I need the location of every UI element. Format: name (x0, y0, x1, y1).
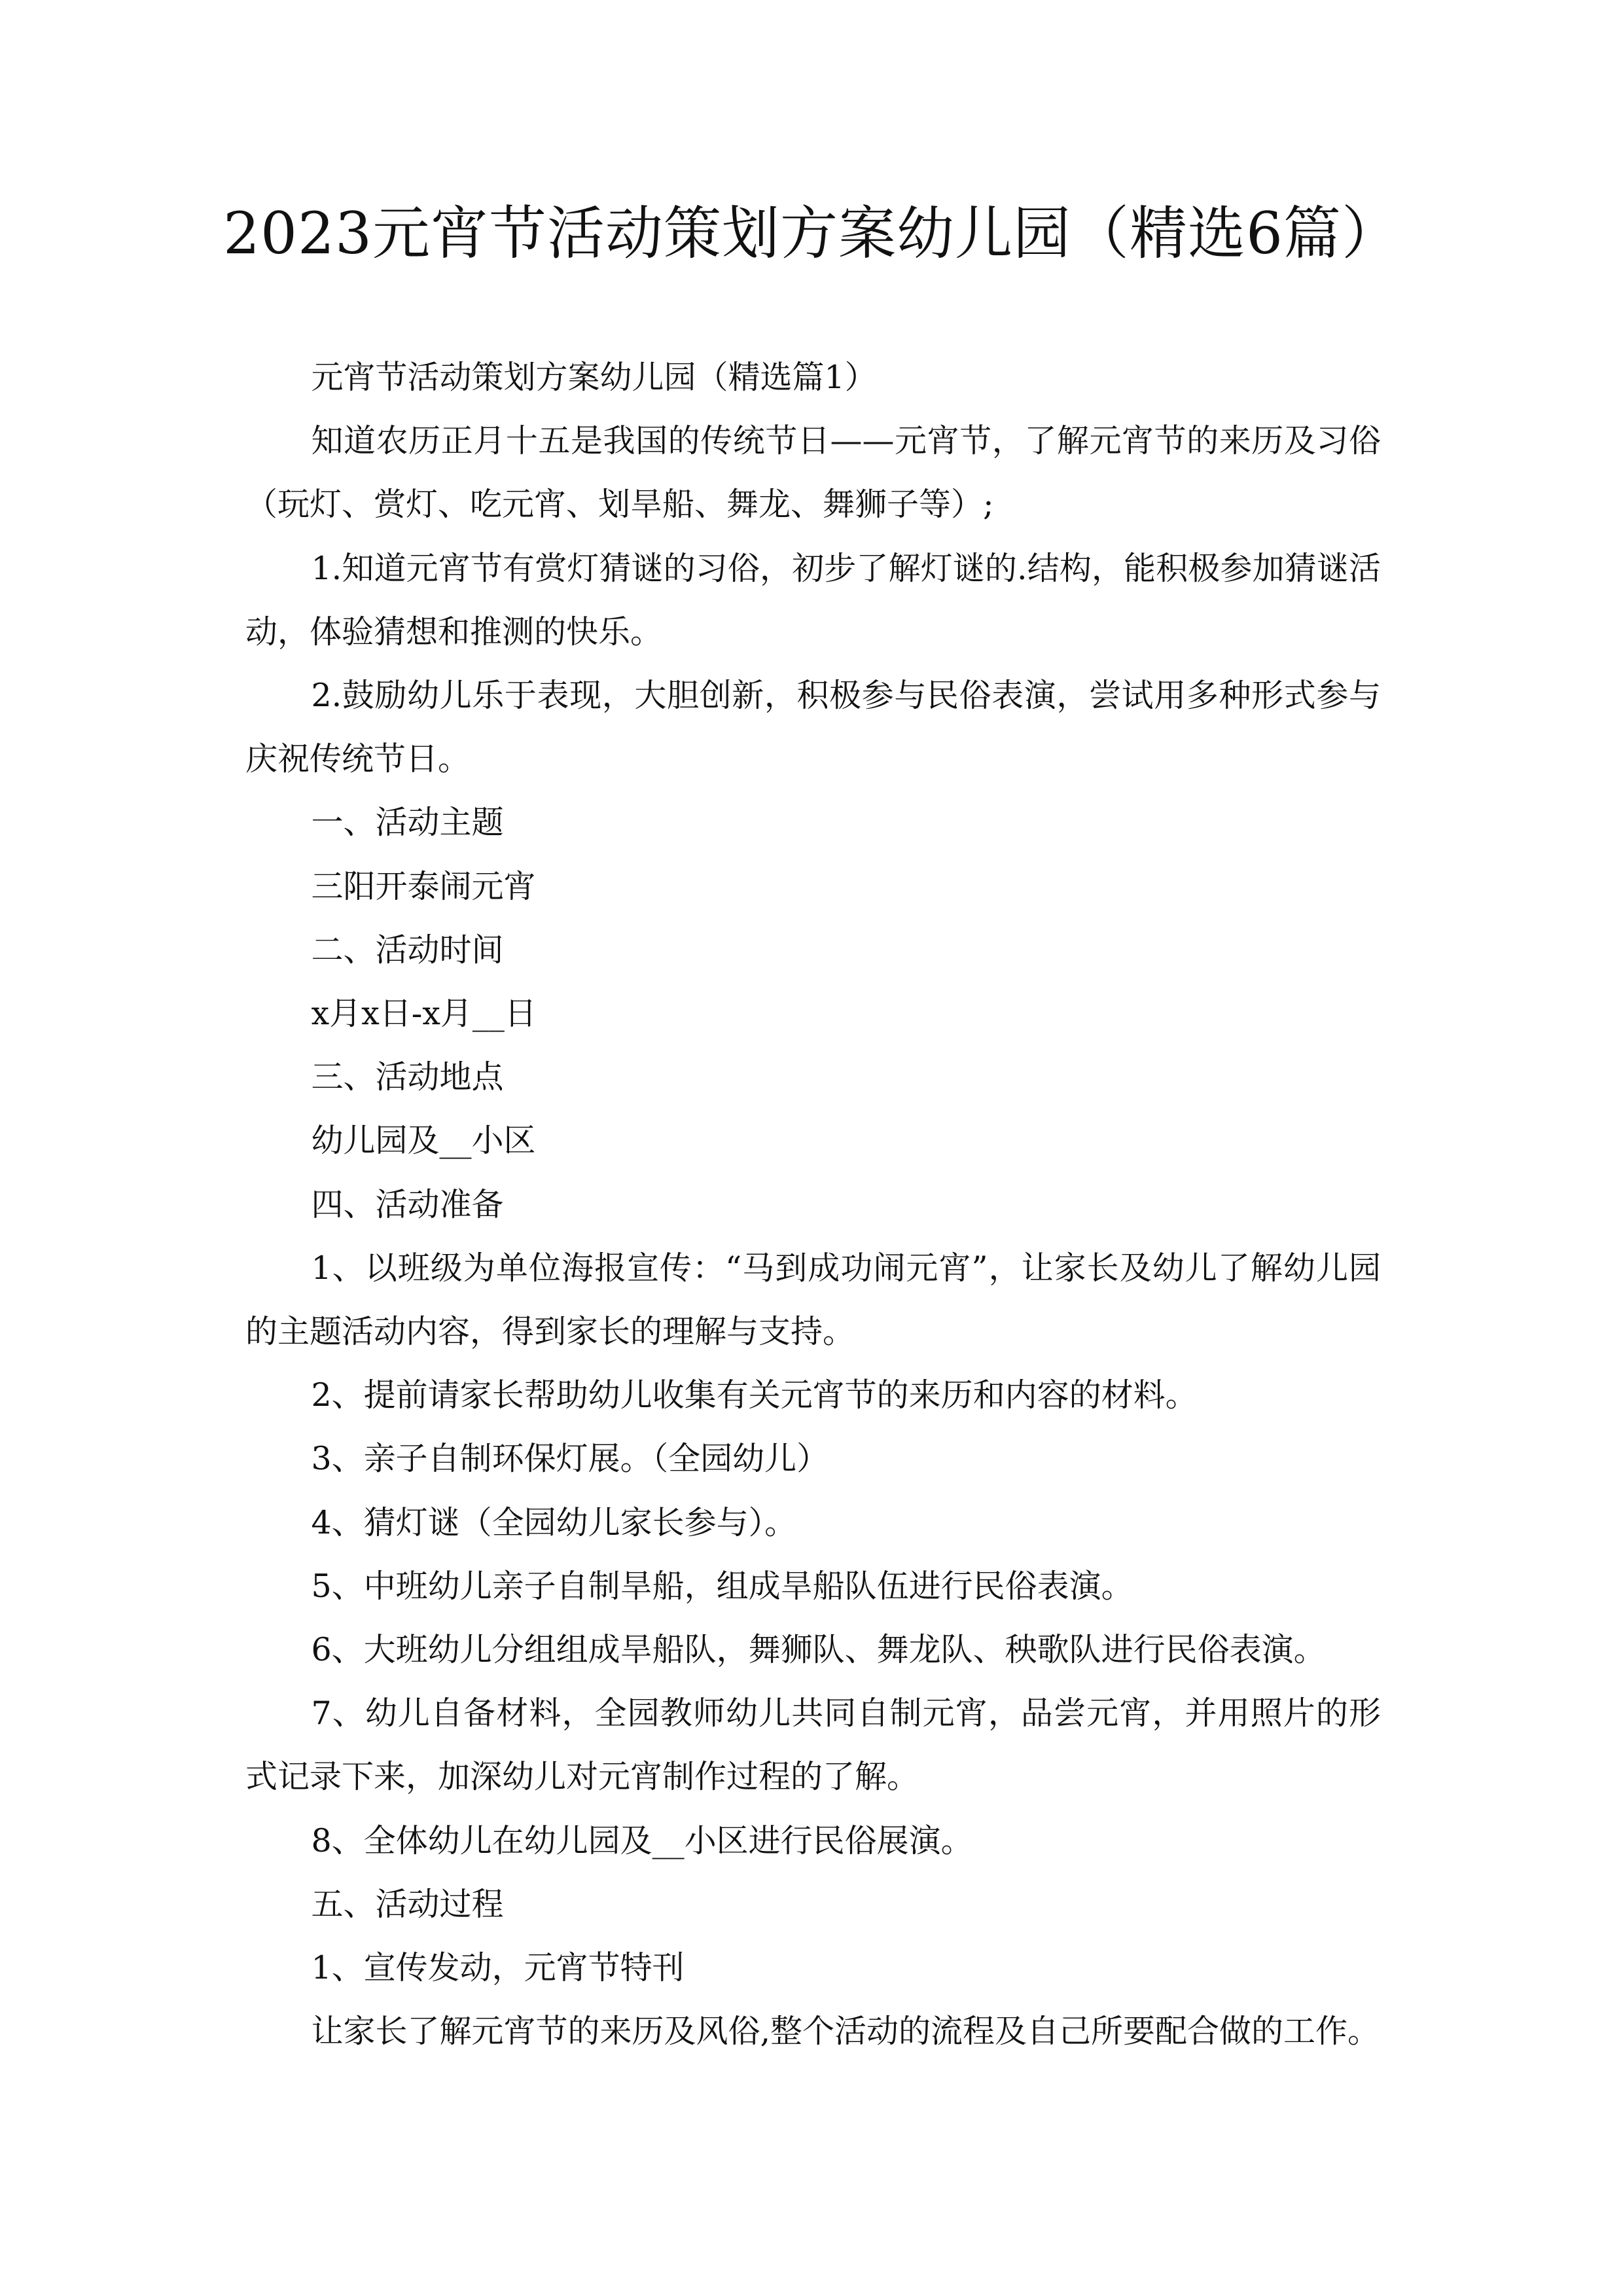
section-heading: 三、活动地点 (311, 1058, 504, 1096)
list-item: 6、大班幼儿分组组成旱船队，舞狮队、舞龙队、秧歌队进行民俗表演。 (311, 1631, 1326, 1669)
section-heading: 四、活动准备 (311, 1185, 504, 1223)
section-heading: 一、活动主题 (311, 804, 504, 842)
list-item: 1、以班级为单位海报宣传：“马到成功闹元宵”，让家长及幼儿了解幼儿园的主题活动内容，得到家长的理解与支持。 (245, 1249, 1381, 1351)
paragraph: 知道农历正月十五是我国的传统节日——元宵节，了解元宵节的来历及习俗（玩灯、赏灯、吃元宵、划旱船、舞龙、舞狮子等）; (245, 422, 1381, 524)
list-item: 4、猜灯谜（全园幼儿家长参与）。 (311, 1503, 797, 1541)
document-body (245, 346, 1381, 2063)
list-item: 2、提前请家长帮助幼儿收集有关元宵节的来历和内容的材料。 (311, 1376, 1198, 1414)
section-heading: 五、活动过程 (311, 1885, 504, 1923)
paragraph: 2.鼓励幼儿乐于表现，大胆创新，积极参与民俗表演，尝试用多种形式参与庆祝传统节日。 (245, 677, 1381, 778)
list-item: 3、亲子自制环保灯展。（全园幼儿） (311, 1440, 829, 1478)
list-item: 8、全体幼儿在幼儿园及__小区进行民俗展演。 (311, 1821, 973, 1859)
section-heading: 二、活动时间 (311, 931, 504, 969)
paragraph: x月x日-x月__日 (311, 995, 537, 1033)
document-title: 2023元宵节活动策划方案幼儿园（精选6篇） (223, 200, 1400, 267)
paragraph: 让家长了解元宵节的来历及风俗,整个活动的流程及自己所要配合做的工作。 (311, 2013, 1380, 2051)
list-item: 7、幼儿自备材料，全园教师幼儿共同自制元宵，品尝元宵，并用照片的形式记录下来，加深幼儿对元宵制作过程的了解。 (245, 1695, 1381, 1796)
list-item: 1、宣传发动，元宵节特刊 (311, 1949, 685, 1987)
list-item: 5、中班幼儿亲子自制旱船，组成旱船队伍进行民俗表演。 (311, 1567, 1133, 1605)
paragraph: 1.知道元宵节有赏灯猜谜的习俗，初步了解灯谜的.结构，能积极参加猜谜活动，体验猜想和推测的快乐。 (245, 549, 1381, 651)
paragraph: 三阳开泰闹元宵 (311, 867, 536, 905)
section-heading: 元宵节活动策划方案幼儿园（精选篇1） (311, 359, 877, 396)
paragraph: 幼儿园及__小区 (311, 1122, 536, 1160)
